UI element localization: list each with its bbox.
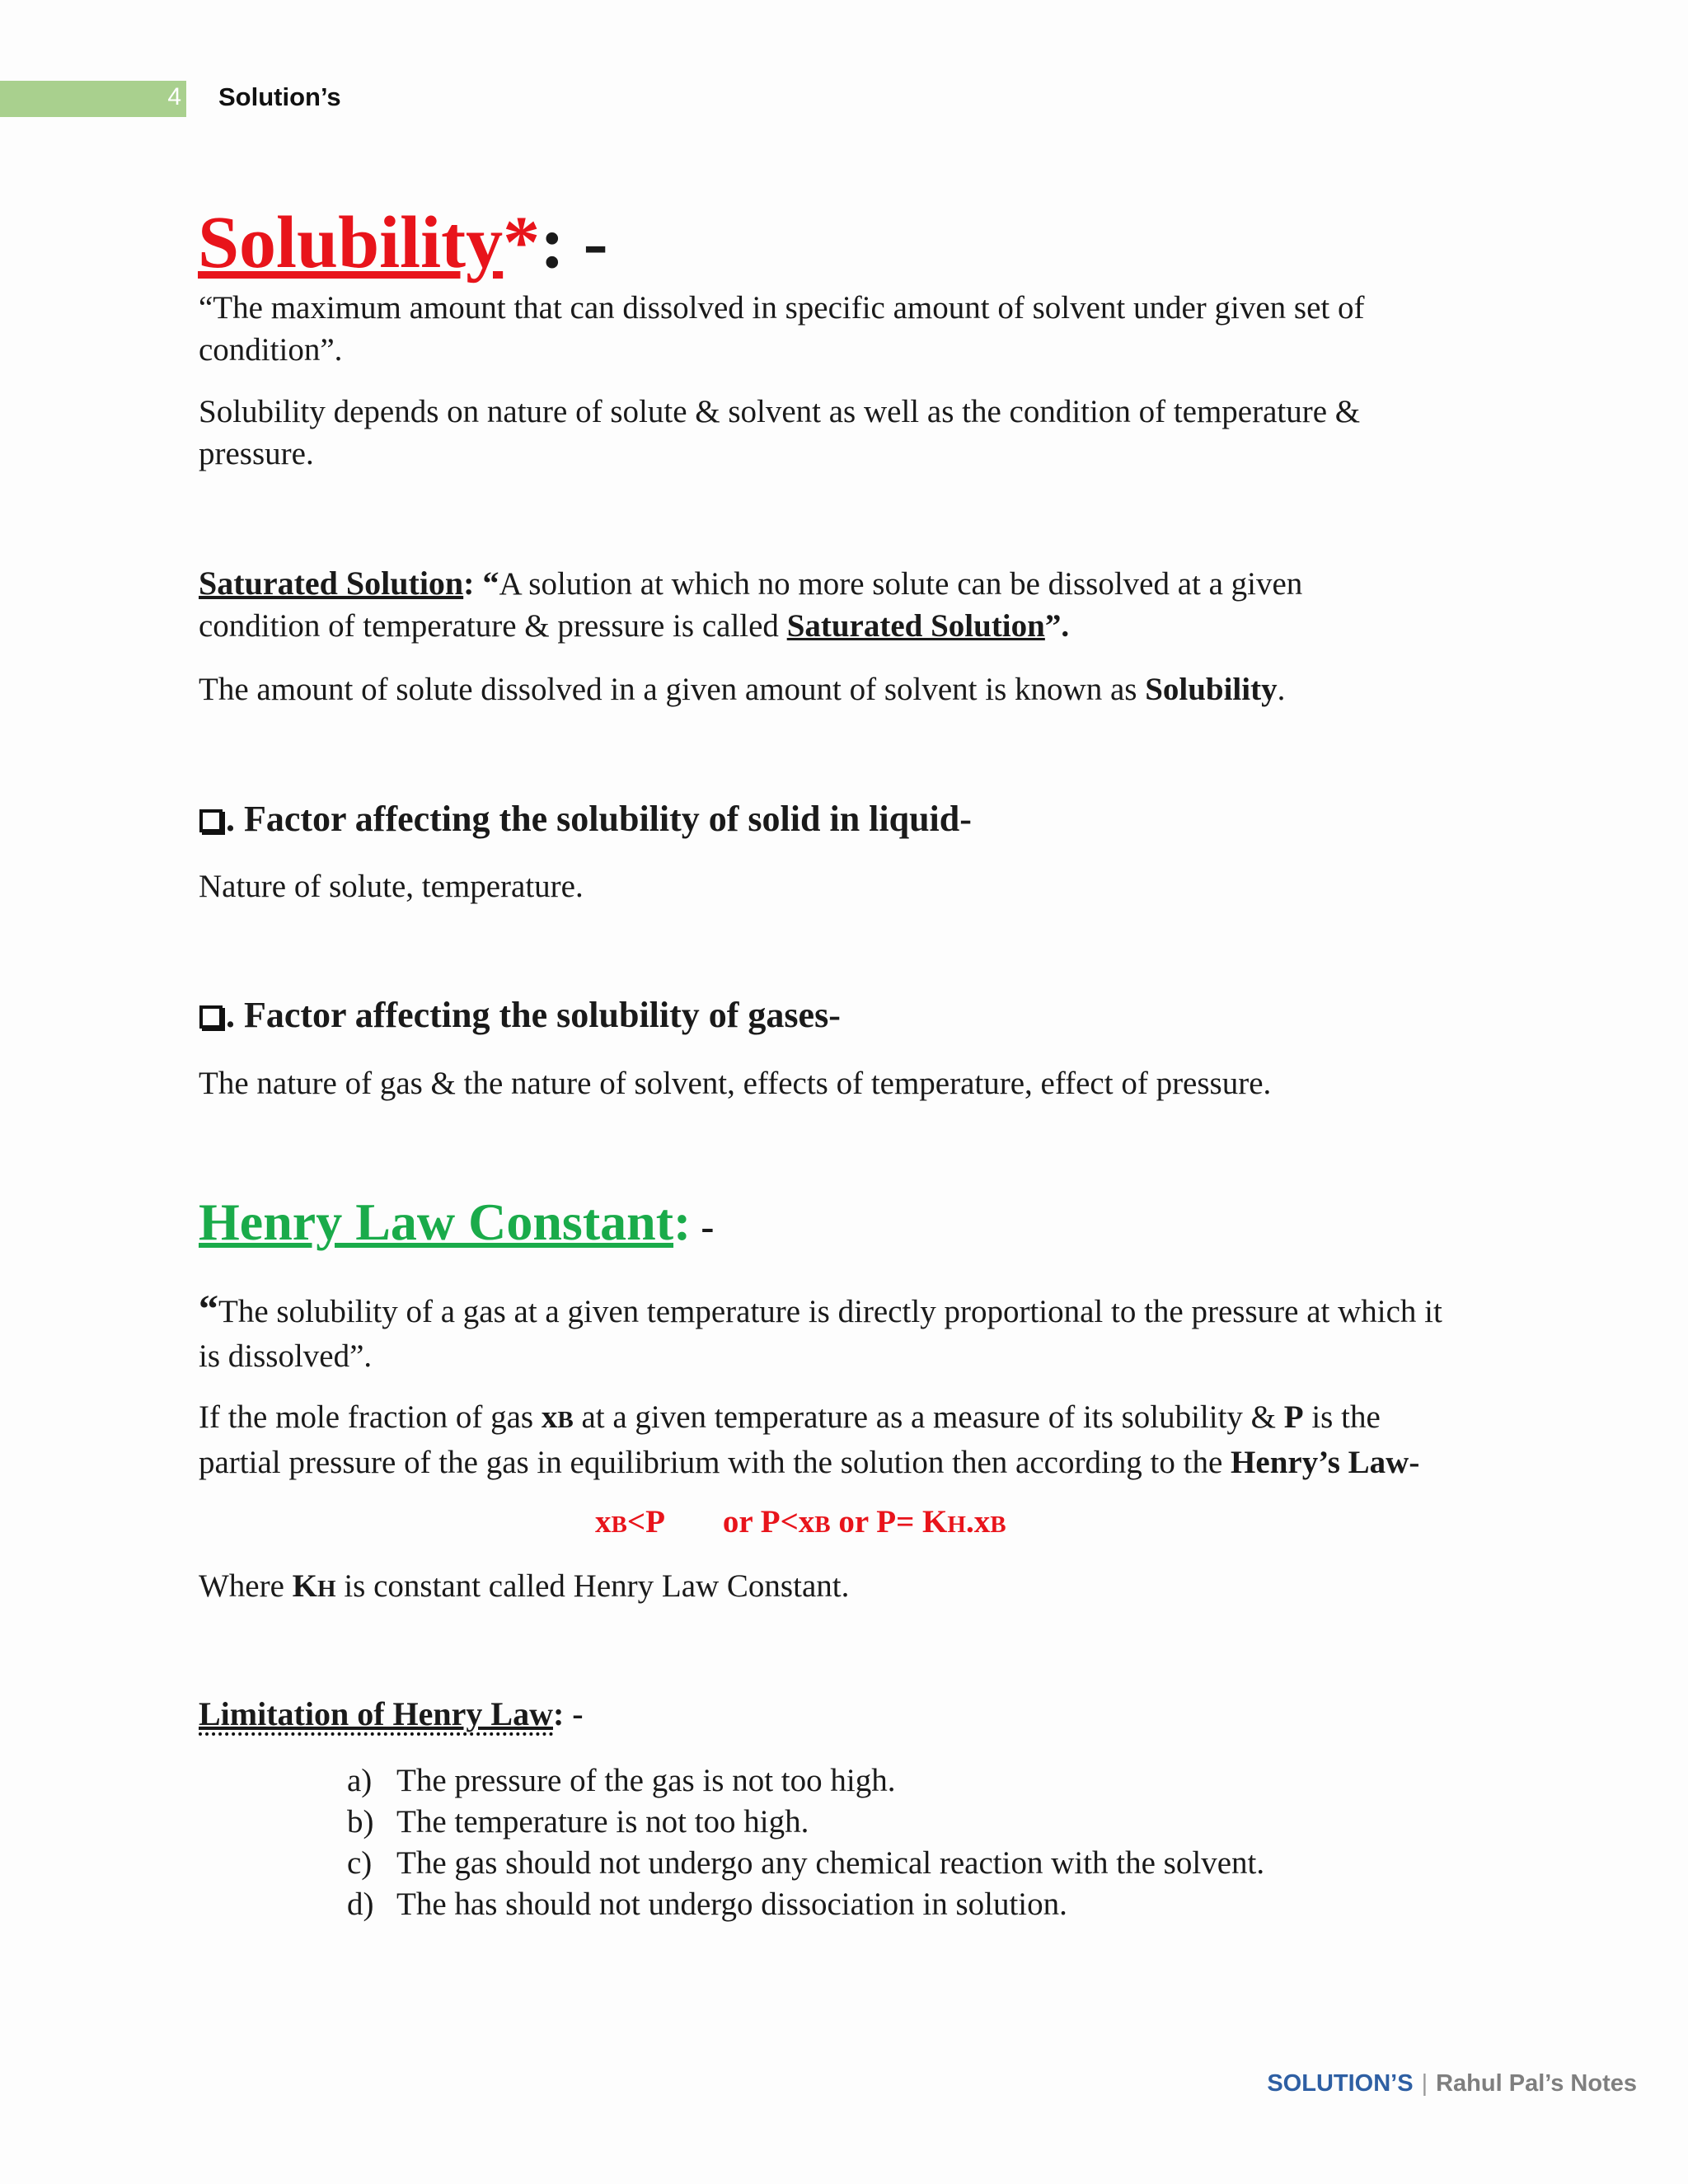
amount-term: Solubility (1145, 672, 1278, 707)
saturated-definition (199, 562, 1302, 647)
para-text: partial pressure of the gas in equilibrium with the solution then according to the (199, 1445, 1231, 1480)
factor-gas-heading (199, 994, 841, 1036)
where-text: is constant called Henry Law Constant. (335, 1568, 850, 1604)
depends-line: pressure. (199, 436, 314, 471)
formula-subscript: B (814, 1511, 831, 1538)
footer-separator: | (1421, 2070, 1428, 2097)
kh-subscript: H (317, 1576, 336, 1602)
limitation-list (347, 1760, 1264, 1925)
xb-subscript: B (557, 1407, 574, 1433)
factor-solid-text: Nature of solute, temperature. (199, 869, 584, 904)
henry-where (199, 1565, 849, 1610)
quote-line: is dissolved”. (199, 1338, 373, 1374)
definition-line: condition”. (199, 332, 343, 368)
list-text: The gas should not undergo any chemical reaction with the solvent. (396, 1845, 1265, 1881)
solubility-depends (199, 391, 1360, 475)
formula-subscript: B (990, 1511, 1006, 1538)
list-text: The has should not undergo dissociation in solution. (396, 1886, 1067, 1922)
formula-part: <P (626, 1504, 665, 1540)
open-quote: “ (199, 1287, 218, 1331)
henry-colon: : (673, 1193, 692, 1251)
list-item (347, 1802, 1264, 1843)
kh-symbol: K (292, 1568, 318, 1604)
formula-subscript: B (611, 1511, 627, 1538)
formula-part: or P= K (830, 1504, 948, 1540)
checkbox-icon (199, 1005, 223, 1029)
henry-dash: - (691, 1205, 715, 1249)
footer-title: SOLUTION’S (1267, 2070, 1414, 2097)
solubility-asterisk: * (503, 202, 541, 284)
depends-line: Solubility depends on nature of solute & solvent as well as the condition of temperature & (199, 394, 1361, 429)
page-number: 4 (167, 83, 181, 110)
solubility-amount (199, 668, 1285, 710)
henry-heading (199, 1189, 714, 1260)
saturated-term-end: ”. (1044, 608, 1070, 644)
list-item (347, 1884, 1264, 1925)
formula-subscript: H (947, 1511, 966, 1538)
limitation-heading (199, 1694, 584, 1736)
solubility-definition (199, 287, 1365, 371)
list-marker: d) (347, 1886, 374, 1922)
list-marker: c) (347, 1845, 373, 1881)
limitation-title: Limitation of Henry Law (199, 1695, 553, 1732)
header-band (0, 81, 186, 117)
para-text: at a given temperature as a measure of its solubility & (573, 1399, 1284, 1435)
para-text: If the mole fraction of gas (199, 1399, 542, 1435)
law-name: Henry’s Law- (1231, 1445, 1420, 1480)
formula-part: x (595, 1504, 612, 1540)
formula-part: .x (965, 1504, 991, 1540)
saturated-text: condition of temperature & pressure is called (199, 608, 787, 644)
limitation-title-wrap (199, 1696, 553, 1736)
solubility-suffix: : - (540, 202, 608, 284)
footer-author: Rahul Pal’s Notes (1436, 2070, 1637, 2097)
factor-gas-text: The nature of gas & the nature of solvent, effects of temperature, effect of pressure. (199, 1066, 1272, 1101)
saturated-text: A solution at which no more solute can be dissolved at a given (499, 566, 1303, 602)
henry-quote (199, 1287, 1442, 1379)
factor-solid-heading (199, 798, 972, 840)
saturated-colon: : “ (463, 565, 499, 602)
factor-gas-title: . Factor affecting the solubility of gases- (226, 995, 841, 1035)
where-text: Where (199, 1568, 293, 1604)
list-text: The pressure of the gas is not too high. (396, 1763, 896, 1798)
henry-paragraph (199, 1396, 1419, 1483)
limitation-suffix: : - (552, 1695, 584, 1732)
saturated-term: Saturated Solution (786, 608, 1045, 644)
checkbox-icon (199, 809, 223, 832)
factor-solid-title: . Factor affecting the solubility of solid in liquid- (226, 799, 972, 839)
list-item (347, 1843, 1264, 1884)
amount-text: The amount of solute dissolved in a given amount of solvent is known as (199, 672, 1146, 707)
para-text: is the (1303, 1399, 1381, 1435)
henry-title: Henry Law Constant (199, 1193, 674, 1251)
p-symbol: P (1283, 1399, 1304, 1435)
list-item (347, 1760, 1264, 1802)
henry-formula (595, 1503, 1006, 1540)
quote-line: The solubility of a gas at a given temperature is directly proportional to the pressure at which it (218, 1294, 1442, 1329)
header-title: Solution’s (218, 82, 341, 111)
amount-end: . (1277, 672, 1286, 707)
definition-line: “The maximum amount that can dissolved in specific amount of solvent under given set of (199, 290, 1365, 326)
saturated-heading: Saturated Solution (199, 565, 464, 602)
list-text: The temperature is not too high. (396, 1804, 809, 1840)
solubility-title: Solubility (198, 202, 504, 284)
solubility-heading (198, 202, 608, 284)
formula-part: or P<x (722, 1504, 815, 1540)
list-marker: b) (347, 1804, 374, 1840)
xb-symbol: x (541, 1399, 558, 1435)
list-marker: a) (347, 1763, 373, 1798)
footer (1267, 2070, 1637, 2097)
